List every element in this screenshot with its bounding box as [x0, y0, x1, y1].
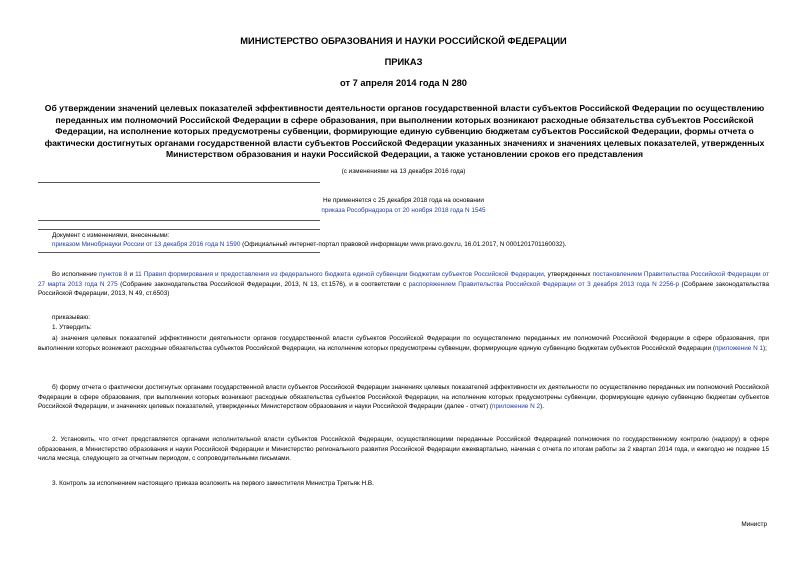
- item-1a-end: );: [763, 344, 767, 352]
- item-1a-text: а) значения целевых показателей эффективности деятельности органов государственной власти субъектов Российской Федерации по осуществлению переданных им полномочий Российской Федерации в сфере образования, при выполнении которых возникают расходные обязательства субъектов Российской Федерации, на исполнение которых предусмотрены субвенции, формирующие единую субвенцию бюджетам субъектов Российской Федерации (: [38, 335, 769, 352]
- link-point-11[interactable]: 11: [135, 271, 142, 278]
- changes-link[interactable]: приказом Минобрнауки России от 13 декабря 2016 года N 1590: [52, 241, 241, 248]
- item-1b-end: ).: [540, 403, 544, 411]
- item-1b: [38, 383, 769, 412]
- status-link-text[interactable]: приказа Рособрнадзора от 20 ноября 2018 года N 1545: [321, 207, 486, 214]
- status-link[interactable]: [0, 206, 807, 215]
- item-1a: [38, 334, 769, 353]
- item-1b-text: б) форму отчета о фактически достигнутых органами государственной власти субъектов Российской Федерации значениях целевых показателей эффективности их деятельности по осуществлению переданных им полномочий Российской Федерации в сфере образования, при выполнении которых возникают расходные обязательства субъектов Российской Федерации, на исполнение которых предусмотрены субвенции, формирующие единую субвенцию бюджетам субъектов Российской Федерации, и значениях целевых показателей, утвержденных Министерством образования и науки Российской Федерации (далее - отчет) (: [38, 384, 769, 411]
- amendment-note: (с изменениями на 13 декабря 2016 года): [341, 168, 466, 175]
- changes-line: [52, 240, 772, 249]
- link-appendix-2[interactable]: приложение N 2: [492, 403, 541, 411]
- preamble-text: Во исполнение: [52, 271, 99, 278]
- divider: [38, 220, 320, 221]
- changes-tail: (Официальный интернет-портал правовой информации www.pravo.gov.ru, 16.01.2017, N 0001201701160032).: [240, 241, 567, 248]
- document-type: ПРИКАЗ: [384, 57, 423, 67]
- divider: [38, 252, 320, 253]
- document-date-number: от 7 апреля 2014 года N 280: [340, 78, 467, 88]
- item-1: 1. Утвердить:: [52, 324, 92, 331]
- preamble-text: , утвержденных: [543, 271, 593, 278]
- item-2-text: 2. Установить, что отчет представляется органами исполнительной власти субъектов Российской Федерации, осуществляющими переданные Российской Федерацией полномочия по государственному контролю (надзору) в сфере образования, в Министерство образования и науки Российской Федерации и Министерство регионального развития Российской Федерации ежеквартально, начиная с отчета по итогам работы за 2 квартал 2014 года, и ежегодно не позднее 15 числа месяца, следующего за отчетным периодом, с сопроводительными письмами.: [38, 436, 769, 463]
- link-rules[interactable]: Правил формирования и предоставления из федерального бюджета единой субвенции бюджетам субъектов Российской Федерации: [143, 271, 544, 278]
- item-3: [38, 479, 769, 489]
- ministry-heading: МИНИСТЕРСТВО ОБРАЗОВАНИЯ И НАУКИ РОССИЙСКОЙ ФЕДЕРАЦИИ: [240, 36, 567, 46]
- link-appendix-1[interactable]: приложение N 1: [714, 344, 764, 352]
- divider: [38, 229, 320, 230]
- item-2: [38, 435, 769, 464]
- preamble-text: и: [127, 271, 136, 278]
- link-decree-2256[interactable]: распоряжением Правительства Российской Федерации от 3 декабря 2013 года N 2256-р: [408, 280, 680, 288]
- signature: Министр: [741, 521, 767, 528]
- link-point-8[interactable]: пунктов 8: [98, 271, 128, 278]
- link-resolution-275[interactable]: постановлением Правительства Российской Федерации от 27 марта 2013 года N 275: [38, 271, 769, 288]
- document-title: Об утверждении значений целевых показателей эффективности деятельности органов государственной власти субъектов Российской Федерации по осуществлению переданных им полномочий Российской Федерации в сфере образования, при выполнении которых возникают расходные обязательства субъектов Российской Федерации, на исполнение которых предусмотрены субвенции, формирующие единую субвенцию бюджетам субъектов Российской Федерации, формы отчета о фактически достигнутых органами государственной власти субъектов Российской Федерации указанных значениях и значениях целевых показателей, утвержденных Министерством образования и науки Российской Федерации, а также установлении сроков его представления: [44, 103, 765, 160]
- order-word: приказываю:: [52, 314, 90, 321]
- divider: [38, 182, 320, 183]
- preamble-text: (Собрание законодательства Российской Федерации, 2013, N 49, ст.6503): [38, 280, 769, 298]
- preamble-text: (Собрание законодательства Российской Федерации, 2013, N 13, ст.1576), и в соответствии с: [117, 280, 409, 288]
- status-text: Не применяется с 25 декабря 2018 года на основании: [323, 197, 484, 204]
- changes-label: Документ с изменениями, внесенными:: [52, 232, 170, 239]
- preamble-paragraph: [38, 270, 769, 299]
- item-3-text: 3. Контроль за исполнением настоящего приказа возложить на первого заместителя Министра Третьяк Н.В.: [52, 480, 374, 487]
